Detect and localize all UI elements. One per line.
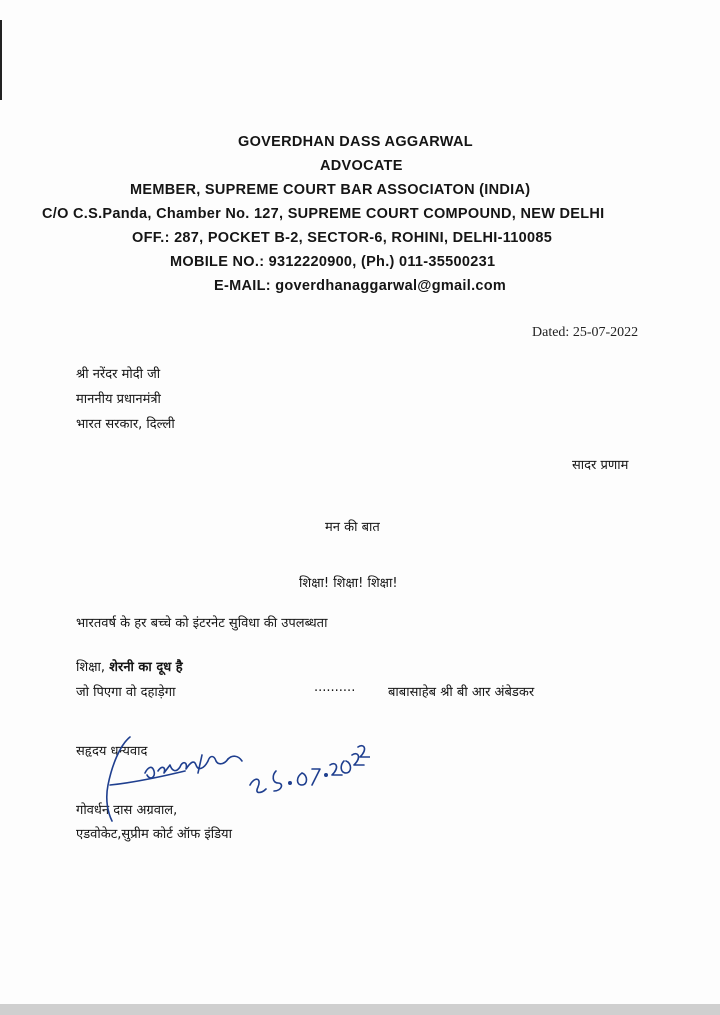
quote-bold-text: शेरनी का दूध है <box>109 660 183 675</box>
letterhead-mobile: MOBILE NO.: 9312220900, (Ph.) 011-35500231 <box>170 254 496 270</box>
salutation: सादर प्रणाम <box>572 458 629 473</box>
handwritten-signature <box>90 725 370 825</box>
letterhead-office: OFF.: 287, POCKET B-2, SECTOR-6, ROHINI, DELHI-110085 <box>132 230 553 246</box>
recipient-name: श्री नरेंदर मोदी जी <box>76 367 161 382</box>
quote-dots: .......... <box>314 680 356 695</box>
sender-name: गोवर्धन दास अग्रवाल, <box>76 803 178 818</box>
letterhead-title: ADVOCATE <box>320 158 403 174</box>
scan-bottom-band <box>0 1004 720 1015</box>
letterhead-membership: MEMBER, SUPREME COURT BAR ASSOCIATON (INDIA) <box>130 182 531 198</box>
letter-date: Dated: 25-07-2022 <box>532 325 639 340</box>
subject: मन की बात <box>325 520 380 535</box>
letterhead-name: GOVERDHAN DASS AGGARWAL <box>238 134 473 150</box>
quote-text: शिक्षा, <box>76 660 110 675</box>
sender-designation: एडवोकेट,सुप्रीम कोर्ट ऑफ इंडिया <box>76 827 232 842</box>
recipient-office: भारत सरकार, दिल्ली <box>76 417 175 432</box>
letterhead-email: E-MAIL: goverdhanaggarwal@gmail.com <box>214 278 507 294</box>
quote-line2: जो पिएगा वो दहाड़ेगा <box>76 685 176 700</box>
recipient-designation: माननीय प्रधानमंत्री <box>76 392 161 407</box>
letterhead-chamber: C/O C.S.Panda, Chamber No. 127, SUPREME COURT COMPOUND, NEW DELHI <box>42 206 605 222</box>
scan-edge <box>0 20 2 100</box>
slogan: शिक्षा! शिक्षा! शिक्षा! <box>299 576 398 591</box>
quote-attribution: बाबासाहेब श्री बी आर अंबेडकर <box>388 685 535 700</box>
quote-line1 <box>76 657 183 675</box>
closing-thanks: सहृदय धन्यवाद <box>76 744 148 759</box>
body-line: भारतवर्ष के हर बच्चे को इंटरनेट सुविधा की उपलब्धता <box>76 616 328 631</box>
